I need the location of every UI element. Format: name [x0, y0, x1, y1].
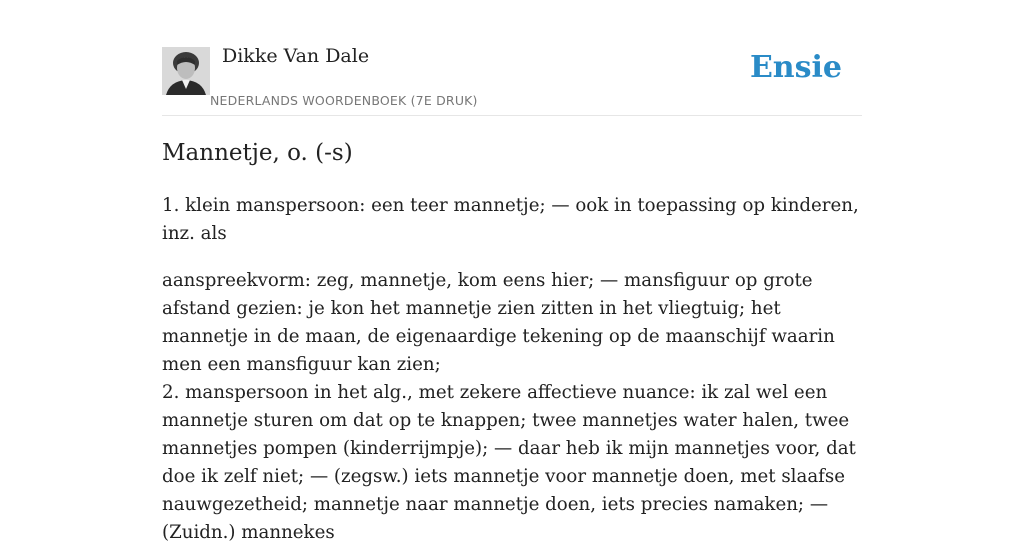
author-name[interactable]: Dikke Van Dale: [222, 45, 370, 67]
header: [162, 0, 862, 116]
entry-paragraph: 1. klein manspersoon: een teer mannetje; — ook in toepassing op kinderen, inz. als: [162, 195, 859, 244]
brand-logo[interactable]: Ensie: [749, 50, 842, 85]
content-container: [162, 0, 862, 543]
entry-paragraph: aanspreekvorm: zeg, mannetje, kom eens hier; — mansfiguur op grote afstand gezien: je kon het mannetje zien zitten in het vliegtuig; het mannetje in de maan, de eigenaardige tekening op de maanschijf waarin men een mansfiguur kan zien;: [162, 270, 835, 375]
source-label[interactable]: NEDERLANDS WOORDENBOEK (7E DRUK): [210, 93, 478, 108]
entry-title: Mannetje, o. (-s): [162, 140, 353, 166]
author-avatar[interactable]: [162, 47, 210, 95]
entry-paragraph: 2. manspersoon in het alg., met zekere affectieve nuance: ik zal wel een mannetje sturen om dat op te knappen; twee mannetjes water halen, twee mannetjes pompen (kinderrijmpje); — daar heb ik mijn mannetjes voor, dat doe ik zelf niet; — (zegsw.) iets mannetje voor mannetje doen, met slaafse nauwgezetheid; mannetje naar mannetje doen, iets precies namaken; — (Zuidn.) mannekes: [162, 382, 856, 543]
person-portrait-icon: [162, 47, 210, 95]
